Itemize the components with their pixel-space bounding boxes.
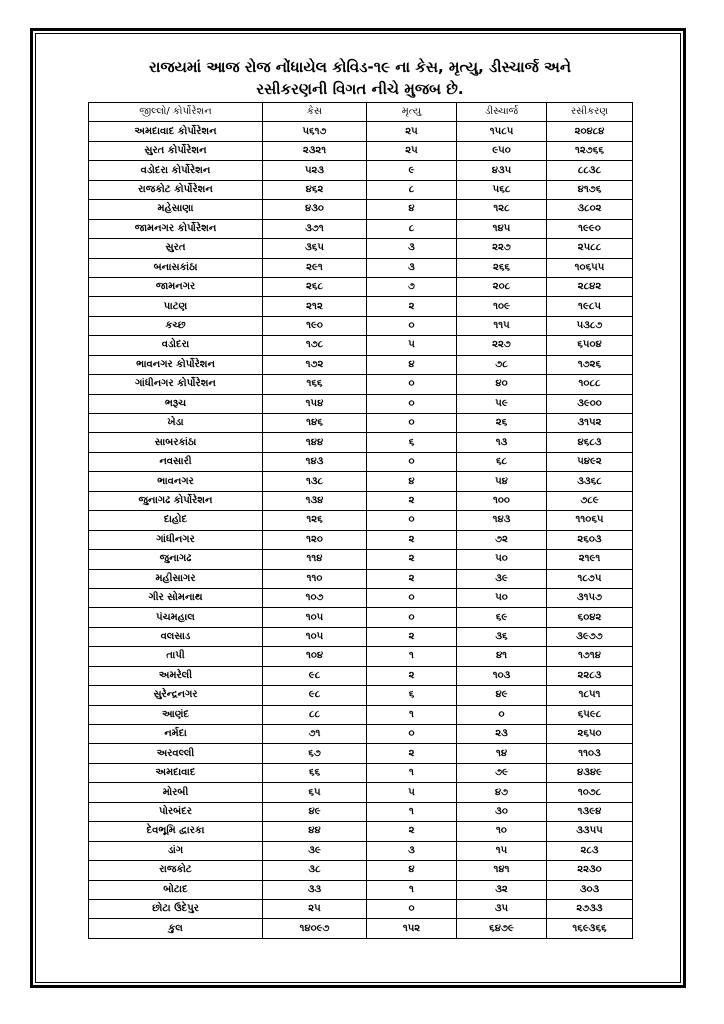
cell-vaccination: ૪૧૭૬	[547, 180, 633, 199]
cell-cases: ૫૬૧૭	[263, 122, 367, 141]
cell-discharge: ૨૬	[457, 414, 547, 433]
cell-cases: ૧૬૬	[263, 375, 367, 394]
cell-cases: ૩૬૫	[263, 239, 367, 258]
cell-vaccination: ૨૧૯૧	[547, 550, 633, 569]
cell-discharge: ૯૫૦	[457, 141, 547, 160]
cell-discharge: ૫૦	[457, 588, 547, 607]
cell-district: મોરબી	[89, 783, 263, 802]
cell-cases: ૧૦૭	[263, 588, 367, 607]
cell-district: મહીસાગર	[89, 569, 263, 588]
cell-deaths: ૦	[367, 316, 457, 335]
cell-district: રાજકોટ	[89, 861, 263, 880]
cell-cases: ૨૧૨	[263, 297, 367, 316]
cell-discharge: ૧૪	[457, 744, 547, 763]
cell-deaths: ૮	[367, 180, 457, 199]
table-row	[89, 141, 633, 160]
table-row	[89, 822, 633, 841]
cell-district: અમરેલી	[89, 666, 263, 685]
cell-discharge: ૨૨૭	[457, 336, 547, 355]
cell-discharge: ૩૫	[457, 899, 547, 918]
cell-vaccination: ૧૦૭૮	[547, 783, 633, 802]
cell-discharge: ૧૪૫	[457, 219, 547, 238]
cell-discharge: ૬૯	[457, 608, 547, 627]
cell-district: ગીર સોમનાથ	[89, 588, 263, 607]
cell-district: અમદાવાદ કોર્પોરેશન	[89, 122, 263, 141]
cell-discharge: ૭૨	[457, 530, 547, 549]
cell-deaths: ૦	[367, 414, 457, 433]
cell-discharge: ૧૦	[457, 822, 547, 841]
cell-cases: ૧૩૮	[263, 472, 367, 491]
cell-cases: ૬૭	[263, 744, 367, 763]
cell-vaccination: ૨૬૫૦	[547, 725, 633, 744]
cell-district: ગાંધીનગર કોર્પોરેશન	[89, 375, 263, 394]
cell-discharge: ૪૯	[457, 686, 547, 705]
cell-district: આણંદ	[89, 705, 263, 724]
cell-vaccination: ૬૦૪૨	[547, 608, 633, 627]
cell-cases: ૩૩	[263, 880, 367, 899]
cell-discharge: ૨૩	[457, 725, 547, 744]
table-row	[89, 375, 633, 394]
cell-discharge: ૧૦૯	[457, 297, 547, 316]
cell-vaccination: ૫૩૮૭	[547, 316, 633, 335]
cell-cases: ૧૦૫	[263, 627, 367, 646]
cell-discharge: ૦	[457, 705, 547, 724]
cell-district: અમદાવાદ	[89, 763, 263, 782]
cell-deaths: ૪	[367, 355, 457, 374]
cell-district: નર્મદા	[89, 725, 263, 744]
cell-vaccination: ૨૨૩૦	[547, 861, 633, 880]
cell-district: કુલ	[89, 919, 263, 938]
table-row	[89, 433, 633, 452]
cell-deaths: ૨	[367, 297, 457, 316]
table-row	[89, 394, 633, 413]
table-row	[89, 627, 633, 646]
cell-district: જુનાગઢ કોર્પોરેશન	[89, 491, 263, 510]
cell-vaccination: ૩૦૩	[547, 880, 633, 899]
cell-district: કચ્છ	[89, 316, 263, 335]
cell-deaths: ૦	[367, 588, 457, 607]
cell-vaccination: ૧૧૦૩	[547, 744, 633, 763]
header-vaccination: રસીકરણ	[547, 103, 633, 122]
cell-deaths: ૭	[367, 277, 457, 296]
cell-cases: ૧૨૦	[263, 530, 367, 549]
cell-deaths: ૯	[367, 161, 457, 180]
cell-cases: ૪૯	[263, 802, 367, 821]
cell-district: નવસારી	[89, 452, 263, 471]
cell-cases: ૧૯૦	[263, 316, 367, 335]
cell-cases: ૩૮	[263, 861, 367, 880]
cell-discharge: ૫૦	[457, 550, 547, 569]
cell-deaths: ૬	[367, 686, 457, 705]
cell-district: વડોદરા	[89, 336, 263, 355]
cell-vaccination: ૧૩૯૪	[547, 802, 633, 821]
cell-cases: ૧૧૦	[263, 569, 367, 588]
cell-deaths: ૧	[367, 802, 457, 821]
table-row	[89, 414, 633, 433]
cell-deaths: ૨	[367, 530, 457, 549]
cell-discharge: ૫૪	[457, 472, 547, 491]
cell-deaths: ૨	[367, 822, 457, 841]
table-row	[89, 880, 633, 899]
cell-cases: ૧૪૪	[263, 433, 367, 452]
cell-district: ભરૂચ	[89, 394, 263, 413]
cell-deaths: ૩	[367, 239, 457, 258]
cell-deaths: ૧	[367, 647, 457, 666]
cell-vaccination: ૩૯૭૭	[547, 627, 633, 646]
table-header-row	[89, 103, 633, 122]
cell-discharge: ૧૪૧	[457, 861, 547, 880]
cell-vaccination: ૨૭૩૩	[547, 899, 633, 918]
cell-cases: ૩૭૧	[263, 219, 367, 238]
cell-discharge: ૬૪૭૯	[457, 919, 547, 938]
cell-vaccination: ૨૮૩	[547, 841, 633, 860]
cell-deaths: ૦	[367, 511, 457, 530]
cell-vaccination: ૩૩૬૮	[547, 472, 633, 491]
table-row	[89, 588, 633, 607]
cell-vaccination: ૨૨૮૩	[547, 666, 633, 685]
cell-deaths: ૧૫૨	[367, 919, 457, 938]
cell-discharge: ૧૪૩	[457, 511, 547, 530]
cell-discharge: ૧૫	[457, 841, 547, 860]
table-row	[89, 336, 633, 355]
cell-vaccination: ૨૫૮૮	[547, 239, 633, 258]
cell-cases: ૪૪	[263, 822, 367, 841]
cell-deaths: ૦	[367, 394, 457, 413]
table-row	[89, 802, 633, 821]
cell-vaccination: ૩૩૫૫	[547, 822, 633, 841]
cell-vaccination: ૧૭૨૬	[547, 355, 633, 374]
table-row	[89, 530, 633, 549]
table-row	[89, 686, 633, 705]
cell-cases: ૧૦૫	[263, 608, 367, 627]
cell-district: બનાસકાંઠા	[89, 258, 263, 277]
cell-cases: ૬૬	[263, 763, 367, 782]
cell-cases: ૯૮	[263, 666, 367, 685]
table-row	[89, 316, 633, 335]
cell-deaths: ૨	[367, 627, 457, 646]
table-row	[89, 511, 633, 530]
cell-district: વડોદરા કોર્પોરેશન	[89, 161, 263, 180]
cell-cases: ૨૬૮	[263, 277, 367, 296]
cell-cases: ૪૬૨	[263, 180, 367, 199]
cell-vaccination: ૮૮૩૮	[547, 161, 633, 180]
cell-vaccination: ૬૫૦૪	[547, 336, 633, 355]
table-row	[89, 472, 633, 491]
cell-discharge: ૨૦૮	[457, 277, 547, 296]
cell-discharge: ૩૯	[457, 569, 547, 588]
cell-discharge: ૧૩	[457, 433, 547, 452]
cell-discharge: ૫૬૮	[457, 180, 547, 199]
table-body	[89, 122, 633, 938]
cell-deaths: ૨૫	[367, 122, 457, 141]
cell-vaccination: ૧૧૦૬૫	[547, 511, 633, 530]
cell-district: ભાવનગર કોર્પોરેશન	[89, 355, 263, 374]
cell-vaccination: ૧૦૮૮	[547, 375, 633, 394]
cell-deaths: ૪	[367, 861, 457, 880]
cell-discharge: ૬૮	[457, 452, 547, 471]
cell-district: પાટણ	[89, 297, 263, 316]
cell-vaccination: ૨૦૪૮૪	[547, 122, 633, 141]
table-row	[89, 297, 633, 316]
cell-deaths: ૧	[367, 705, 457, 724]
table-row	[89, 452, 633, 471]
cell-discharge: ૪૭	[457, 783, 547, 802]
cell-deaths: ૨	[367, 744, 457, 763]
cell-cases: ૧૦૪	[263, 647, 367, 666]
table-row	[89, 355, 633, 374]
cell-vaccination: ૩૮૦૨	[547, 200, 633, 219]
cell-district: સુરેન્દ્રનગર	[89, 686, 263, 705]
cell-discharge: ૭૯	[457, 763, 547, 782]
cell-district: પંચમહાલ	[89, 608, 263, 627]
cell-district: મહેસાણા	[89, 200, 263, 219]
table-row	[89, 277, 633, 296]
cell-discharge: ૭૮	[457, 355, 547, 374]
cell-district: ભાવનગર	[89, 472, 263, 491]
cell-deaths: ૨	[367, 491, 457, 510]
cell-deaths: ૩	[367, 258, 457, 277]
cell-discharge: ૪૦	[457, 375, 547, 394]
cell-cases: ૧૭૮	[263, 336, 367, 355]
cell-district: દેવભૂમિ દ્વારકા	[89, 822, 263, 841]
table-row	[89, 161, 633, 180]
cell-cases: ૨૯૧	[263, 258, 367, 277]
page-title-line-2: રસીકરણની વિગત નીચે મુજબ છે.	[256, 80, 464, 98]
cell-district: જામનગર	[89, 277, 263, 296]
cell-district: વલસાડ	[89, 627, 263, 646]
cell-vaccination: ૫૪૯૨	[547, 452, 633, 471]
cell-district: દાહોદ	[89, 511, 263, 530]
cell-cases: ૪૩૦	[263, 200, 367, 219]
table-row	[89, 550, 633, 569]
cell-district: તાપી	[89, 647, 263, 666]
cell-cases: ૧૪૩	[263, 452, 367, 471]
table-row	[89, 899, 633, 918]
cell-deaths: ૦	[367, 375, 457, 394]
cell-cases: ૨૫	[263, 899, 367, 918]
cell-vaccination: ૧૭૧૪	[547, 647, 633, 666]
cell-deaths: ૬	[367, 433, 457, 452]
cell-district: અરવલ્લી	[89, 744, 263, 763]
cell-district: છોટા ઉદેપુર	[89, 899, 263, 918]
cell-vaccination: ૧૮૫૧	[547, 686, 633, 705]
cell-district: ગાંધીનગર	[89, 530, 263, 549]
cell-district: સુરત	[89, 239, 263, 258]
cell-deaths: ૫	[367, 336, 457, 355]
cell-vaccination: ૧૯૯૦	[547, 219, 633, 238]
header-cases: કેસ	[263, 103, 367, 122]
cell-deaths: ૦	[367, 725, 457, 744]
cell-vaccination: ૧૮૭૫	[547, 569, 633, 588]
table-row	[89, 744, 633, 763]
table-row	[89, 666, 633, 685]
cell-discharge: ૩૦	[457, 802, 547, 821]
header-district: જીલ્લો/ કોર્પોરેશન	[89, 103, 263, 122]
table-total-row	[89, 919, 633, 938]
cell-deaths: ૪	[367, 200, 457, 219]
cell-cases: ૩૯	[263, 841, 367, 860]
table-row	[89, 200, 633, 219]
cell-cases: ૮૮	[263, 705, 367, 724]
cell-vaccination: ૨૬૦૩	[547, 530, 633, 549]
cell-deaths: ૨	[367, 569, 457, 588]
page-title	[90, 56, 630, 100]
cell-discharge: ૧૦૩	[457, 666, 547, 685]
cell-cases: ૧૩૪	[263, 491, 367, 510]
cell-cases: ૧૧૪	[263, 550, 367, 569]
page-title-line-1: રાજયમાં આજ રોજ નોંધાયેલ કોવિડ-૧૯ ના કેસ, મૃત્યુ, ડીસ્ચાર્જ અને	[148, 58, 572, 76]
cell-discharge: ૧૦૦	[457, 491, 547, 510]
table-row	[89, 569, 633, 588]
cell-deaths: ૧	[367, 880, 457, 899]
cell-district: બોટાદ	[89, 880, 263, 899]
table-row	[89, 705, 633, 724]
cell-discharge: ૪૧	[457, 647, 547, 666]
cell-deaths: ૪	[367, 472, 457, 491]
cell-deaths: ૦	[367, 899, 457, 918]
cell-discharge: ૩૬	[457, 627, 547, 646]
cell-discharge: ૨૬૬	[457, 258, 547, 277]
cell-deaths: ૩	[367, 841, 457, 860]
cell-discharge: ૨૨૭	[457, 239, 547, 258]
table-row	[89, 491, 633, 510]
cell-discharge: ૧૨૮	[457, 200, 547, 219]
table-row	[89, 239, 633, 258]
cell-deaths: ૧	[367, 763, 457, 782]
cell-district: ખેડા	[89, 414, 263, 433]
cell-deaths: ૫	[367, 783, 457, 802]
cell-cases: ૧૭૨	[263, 355, 367, 374]
cell-vaccination: ૭૮૯	[547, 491, 633, 510]
cell-district: રાજકોટ કોર્પોરેશન	[89, 180, 263, 199]
table-row	[89, 180, 633, 199]
cell-deaths: ૨૫	[367, 141, 457, 160]
header-discharge: ડીસ્ચાર્જ	[457, 103, 547, 122]
table-row	[89, 841, 633, 860]
table-row	[89, 763, 633, 782]
cell-discharge: ૩૨	[457, 880, 547, 899]
table-row	[89, 725, 633, 744]
cell-discharge: ૪૩૫	[457, 161, 547, 180]
cell-deaths: ૦	[367, 452, 457, 471]
table-row	[89, 608, 633, 627]
cell-cases: ૭૧	[263, 725, 367, 744]
cell-cases: ૯૮	[263, 686, 367, 705]
cell-vaccination: ૧૬૯૩૬૬	[547, 919, 633, 938]
cell-vaccination: ૪૩૪૯	[547, 763, 633, 782]
table-row	[89, 219, 633, 238]
cell-district: જુનાગઢ	[89, 550, 263, 569]
cell-vaccination: ૨૮૪૨	[547, 277, 633, 296]
cell-deaths: ૨	[367, 550, 457, 569]
cell-vaccination: ૩૯૦૦	[547, 394, 633, 413]
covid-data-table	[88, 102, 633, 939]
cell-discharge: ૫૯	[457, 394, 547, 413]
cell-vaccination: ૧૨૭૬૬	[547, 141, 633, 160]
cell-district: ડાંગ	[89, 841, 263, 860]
cell-cases: ૧૪૬	[263, 414, 367, 433]
cell-cases: ૧૨૬	[263, 511, 367, 530]
table-row	[89, 783, 633, 802]
cell-vaccination: ૬૫૯૮	[547, 705, 633, 724]
cell-district: જામનગર કોર્પોરેશન	[89, 219, 263, 238]
cell-cases: ૨૩૨૧	[263, 141, 367, 160]
cell-deaths: ૦	[367, 608, 457, 627]
cell-discharge: ૧૧૫	[457, 316, 547, 335]
table-row	[89, 647, 633, 666]
table-row	[89, 122, 633, 141]
cell-vaccination: ૧૦૬૫૫	[547, 258, 633, 277]
cell-deaths: ૮	[367, 219, 457, 238]
cell-discharge: ૧૫૮૫	[457, 122, 547, 141]
cell-cases: ૬૫	[263, 783, 367, 802]
cell-cases: ૧૫૪	[263, 394, 367, 413]
cell-vaccination: ૪૬૮૩	[547, 433, 633, 452]
cell-deaths: ૨	[367, 666, 457, 685]
cell-vaccination: ૧૯૮૫	[547, 297, 633, 316]
cell-district: પોરબંદર	[89, 802, 263, 821]
cell-cases: ૧૪૦૯૭	[263, 919, 367, 938]
cell-cases: ૫૨૩	[263, 161, 367, 180]
cell-vaccination: ૩૧૫૨	[547, 414, 633, 433]
cell-district: સાબરકાંઠા	[89, 433, 263, 452]
cell-vaccination: ૩૧૫૭	[547, 588, 633, 607]
header-deaths: મૃત્યુ	[367, 103, 457, 122]
cell-district: સુરત કોર્પોરેશન	[89, 141, 263, 160]
table-row	[89, 861, 633, 880]
table-row	[89, 258, 633, 277]
